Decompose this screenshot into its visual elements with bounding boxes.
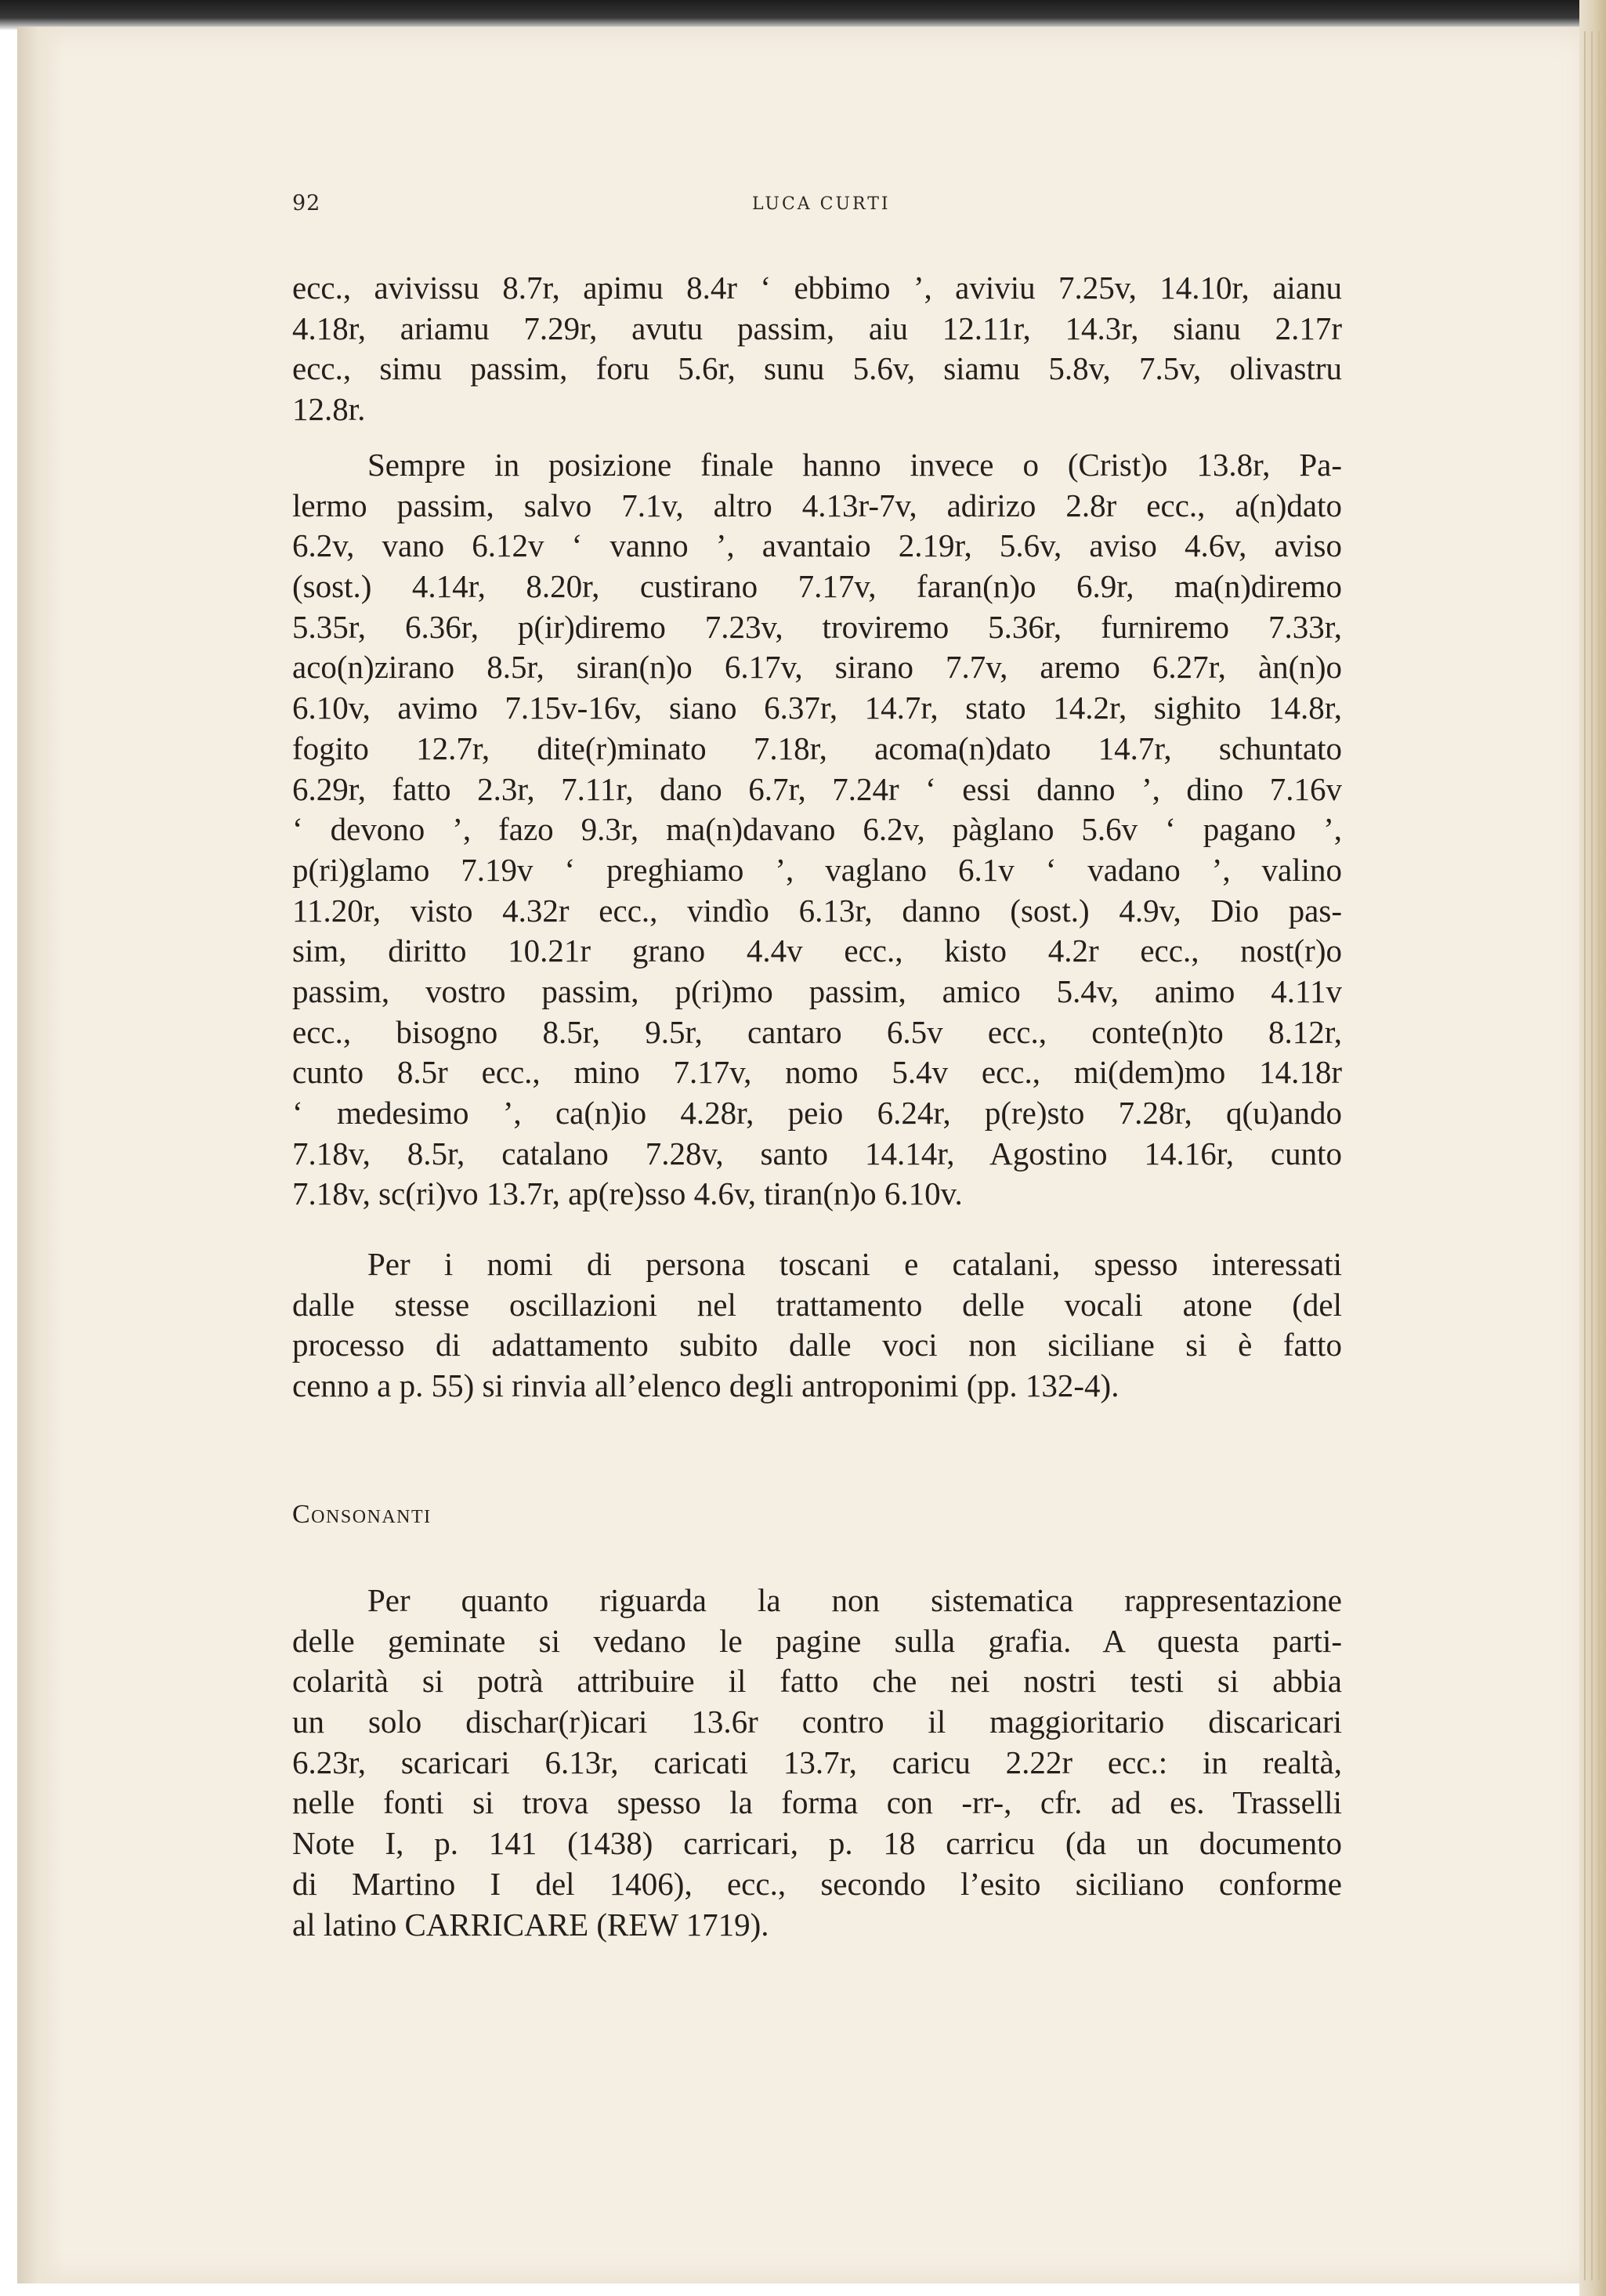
text-line: dalle stesse oscillazioni nel trattamento delle vocali atone (del [292,1286,1342,1323]
text-line: sim, diritto 10.21r grano 4.4v ecc., kisto 4.2r ecc., nost(r)o [292,933,1342,969]
text-line: 6.10v, avimo 7.15v-16v, siano 6.37r, 14.7r, stato 14.2r, sighito 14.8r, [292,690,1342,726]
text-line: 4.18r, ariamu 7.29r, avutu passim, aiu 12.11r, 14.3r, sianu 2.17r [292,310,1342,346]
text-line: ‘ devono ’, fazo 9.3r, ma(n)davano 6.2v, pàglano 5.6v ‘ pagano ’, [292,811,1342,848]
text-line: 6.2v, vano 6.12v ‘ vanno ’, avantaio 2.19r, 5.6v, aviso 4.6v, aviso [292,527,1342,564]
text-line: passim, vostro passim, p(ri)mo passim, amico 5.4v, animo 4.11v [292,972,1342,1009]
text-line: ecc., avivissu 8.7r, apimu 8.4r ‘ ebbimo ’, aviviu 7.25v, 14.10r, aianu [292,270,1342,306]
text-line: ecc., bisogno 8.5r, 9.5r, cantaro 6.5v ecc., conte(n)to 8.12r, [292,1013,1342,1050]
text-line: nelle fonti si trova spesso la forma con -rr-, cfr. ad es. Trasselli [292,1784,1342,1821]
text-line: 12.8r. [292,391,366,428]
text-line: 5.35r, 6.36r, p(ir)diremo 7.23v, troviremo 5.36r, furniremo 7.33r, [292,608,1342,645]
text-line: 6.29r, fatto 2.3r, 7.11r, dano 6.7r, 7.24r ‘ essi danno ’, dino 7.16v [292,770,1342,807]
running-head-author: LUCA CURTI [752,194,891,214]
text-line: processo di adattamento subito dalle voci non siciliane si è fatto [292,1327,1342,1363]
text-line: colarità si potrà attribuire il fatto che nei nostri testi si abbia [292,1663,1342,1700]
page-gutter [17,27,64,2283]
text-line: 11.20r, visto 4.32r ecc., vindìo 6.13r, danno (sost.) 4.9v, Dio pas- [292,892,1342,929]
text-line: 7.18v, 8.5r, catalano 7.28v, santo 14.14r, Agostino 14.16r, cunto [292,1135,1342,1172]
text-line: cunto 8.5r ecc., mino 7.17v, nomo 5.4v ecc., mi(dem)mo 14.18r [292,1054,1342,1091]
text-line: 6.23r, scaricari 6.13r, caricati 13.7r, caricu 2.22r ecc.: in realtà, [292,1744,1342,1780]
text-line: Per quanto riguarda la non sistematica rappresentazione [367,1582,1342,1618]
text-line: 7.18v, sc(ri)vo 13.7r, ap(re)sso 4.6v, tiran(n)o 6.10v. [292,1175,963,1212]
page-edge-line [1584,31,1586,2280]
text-line: Sempre in posizione finale hanno invece o (Crist)o 13.8r, Pa- [367,447,1342,483]
text-line: lermo passim, salvo 7.1v, altro 4.13r-7v, adirizo 2.8r ecc., a(n)dato [292,487,1342,523]
scan-top-shadow [0,0,1606,30]
paragraph-4 [292,1581,1342,1945]
text-line: Note I, p. 141 (1438) carricari, p. 18 carricu (da un documento [292,1825,1342,1862]
paragraph-1 [292,268,1342,430]
page-number: 92 [292,191,321,215]
paragraph-3 [292,1244,1342,1407]
text-line: ecc., simu passim, foru 5.6r, sunu 5.6v, siamu 5.8v, 7.5v, olivastru [292,350,1342,387]
paragraph-2 [292,445,1342,1215]
page-edge-line [1598,31,1600,2280]
text-line: p(ri)glamo 7.19v ‘ preghiamo ’, vaglano 6.1v ‘ vadano ’, valino [292,851,1342,888]
page-edge-line [1591,31,1593,2280]
text-line: di Martino I del 1406), ecc., secondo l’esito siciliano conforme [292,1865,1342,1902]
text-line: Per i nomi di persona toscani e catalani, spesso interessati [367,1246,1342,1282]
text-line: (sost.) 4.14r, 8.20r, custirano 7.17v, faran(n)o 6.9r, ma(n)diremo [292,568,1342,605]
running-head [292,191,1342,223]
text-line: delle geminate si vedano le pagine sulla grafia. A questa parti- [292,1622,1342,1659]
text-line: ‘ medesimo ’, ca(n)io 4.28r, peio 6.24r, p(re)sto 7.28r, q(u)ando [292,1095,1342,1131]
text-line: cenno a p. 55) si rinvia all’elenco degli antroponimi (pp. 132-4). [292,1367,1119,1404]
text-line: fogito 12.7r, dite(r)minato 7.18r, acoma(n)dato 14.7r, schuntato [292,730,1342,766]
text-line: aco(n)zirano 8.5r, siran(n)o 6.17v, sirano 7.7v, aremo 6.27r, àn(n)o [292,649,1342,686]
text-line: al latino CARRICARE (REW 1719). [292,1906,769,1943]
section-heading: Consonanti [292,1500,432,1529]
text-line: un solo dischar(r)icari 13.6r contro il maggioritario discaricari [292,1704,1342,1740]
